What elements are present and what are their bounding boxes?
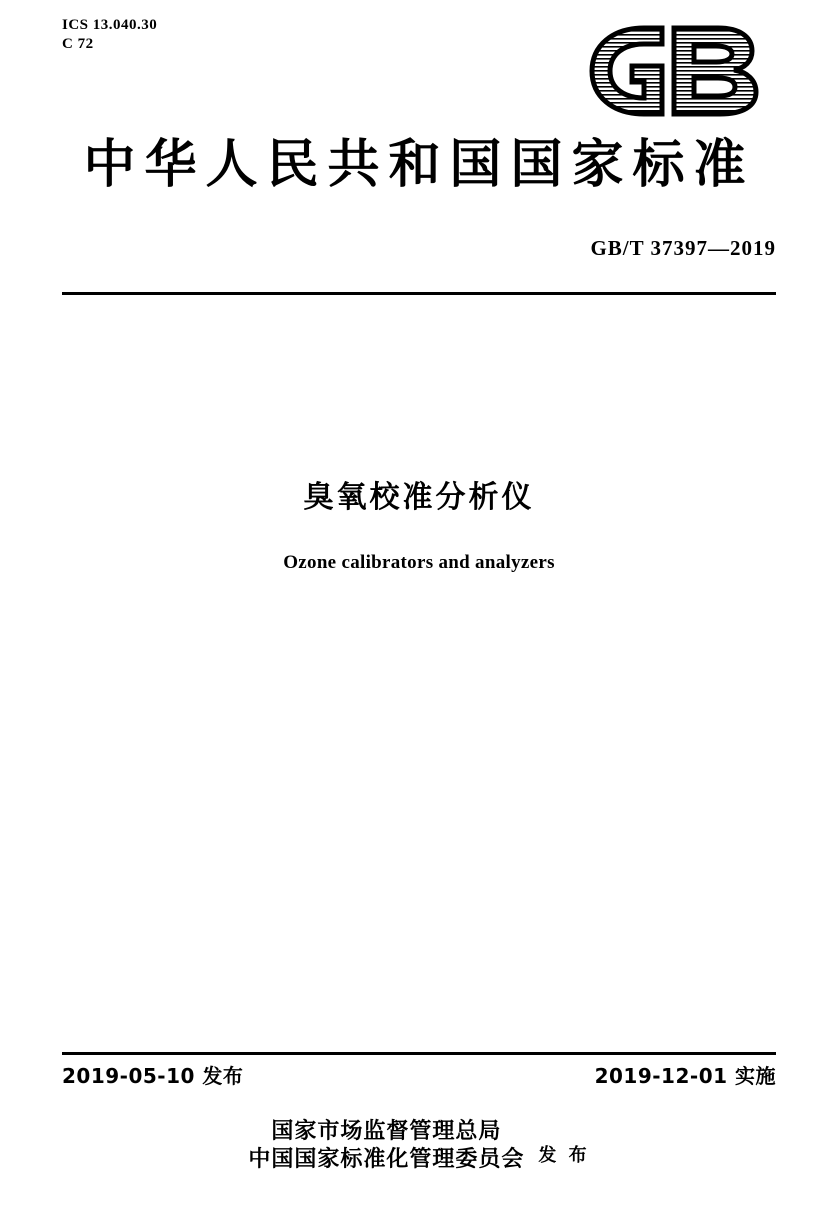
ics-classification-block — [62, 16, 157, 54]
document-title-english: Ozone calibrators and analyzers — [283, 552, 555, 573]
publisher-inner — [248, 1118, 589, 1173]
issue-date: 2019-05-10 发布 — [62, 1064, 244, 1088]
publisher-names — [248, 1118, 524, 1173]
implementation-date: 2019-12-01 实施 — [594, 1064, 776, 1088]
header-divider-rule — [62, 292, 776, 295]
gb-emblem-logo — [586, 22, 776, 120]
publisher-block — [0, 1118, 838, 1173]
national-standard-headline: 中华人民共和国国家标准 — [83, 134, 755, 195]
publisher-line-1: 国家市场监督管理总局 — [271, 1119, 502, 1144]
standard-number: GB/T 37397—2019 — [590, 236, 776, 260]
ccs-code: C 72 — [62, 36, 94, 53]
document-title-chinese: 臭氧校准分析仪 — [303, 480, 535, 515]
publisher-line-2: 中国国家标准化管理委员会 — [248, 1146, 525, 1172]
footer-divider-rule — [62, 1052, 776, 1055]
publisher-verb: 发 布 — [538, 1144, 590, 1166]
ics-code: ICS 13.040.30 — [62, 17, 158, 33]
